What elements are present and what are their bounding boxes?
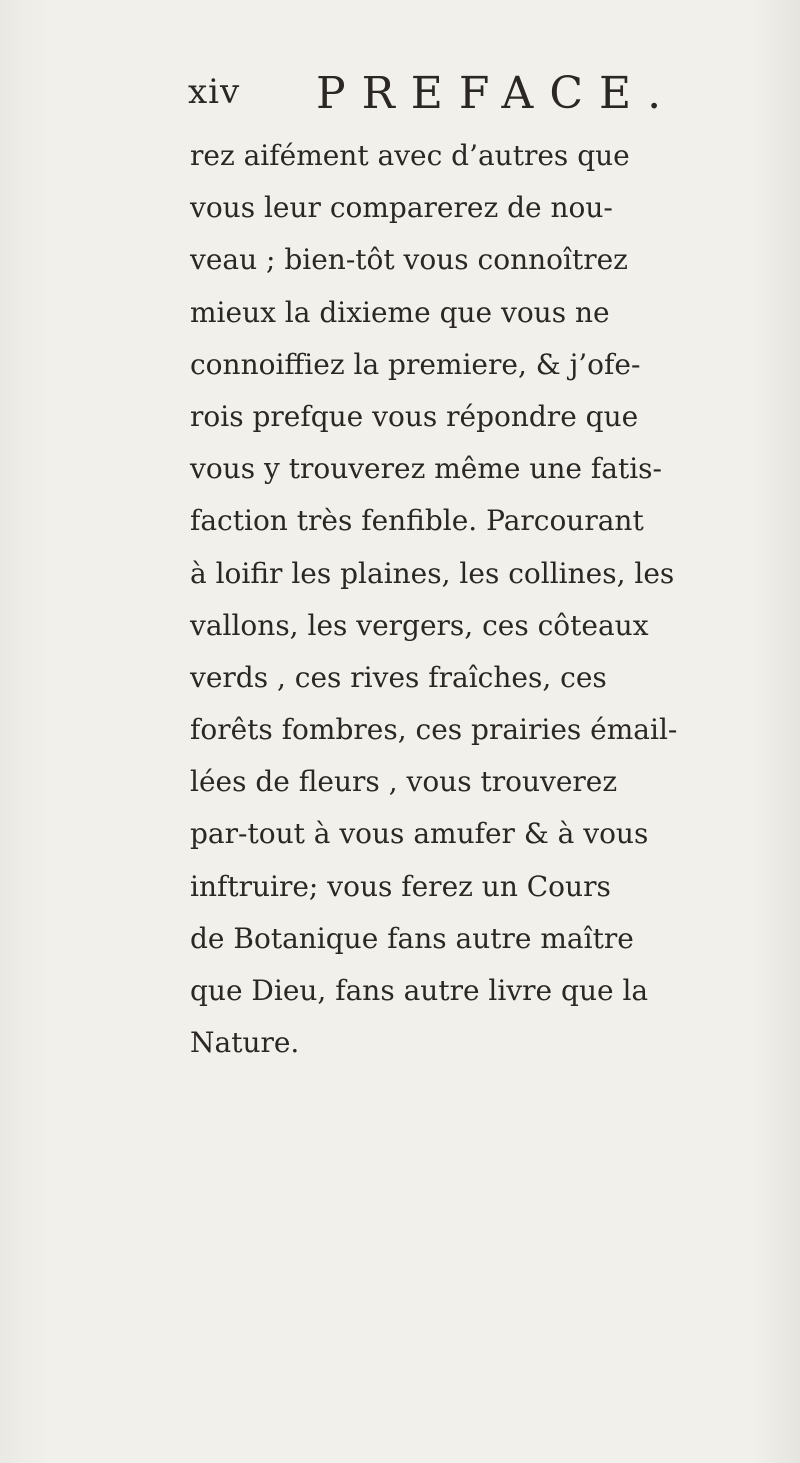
text-line: par-tout à vous amufer & à vous [190,817,649,851]
text-line: veau ; bien-tôt vous connoîtrez [190,243,628,277]
page-header [188,68,708,118]
page-number: xiv [188,72,241,112]
text-line: vallons, les vergers, ces côteaux [190,608,649,642]
text-line: Nature. [190,1026,300,1060]
text-line: faction très fenfible. Parcourant [190,504,644,538]
text-line: vous leur comparerez de nou- [190,191,613,225]
text-line: mieux la dixieme que vous ne [190,295,610,329]
text-line: connoiffiez la premiere, & j’ofe- [190,347,641,381]
text-line: vous y trouverez même une fatis- [190,452,662,486]
text-line: à loifir les plaines, les collines, les [190,556,675,590]
running-title: PREFACE. [316,68,678,119]
text-line: rois prefque vous répondre que [190,399,639,433]
text-line: rez aifément avec d’autres que [190,139,630,172]
text-line: verds , ces rives fraîches, ces [190,660,607,694]
text-line: lées de fleurs , vous trouverez [190,765,618,799]
body-text [190,130,790,1069]
text-line: inftruire; vous ferez un Cours [190,869,611,903]
text-line: de Botanique fans autre maître [190,921,634,955]
text-line: forêts fombres, ces prairies émail- [190,713,678,747]
text-line: que Dieu, fans autre livre que la [190,974,649,1007]
